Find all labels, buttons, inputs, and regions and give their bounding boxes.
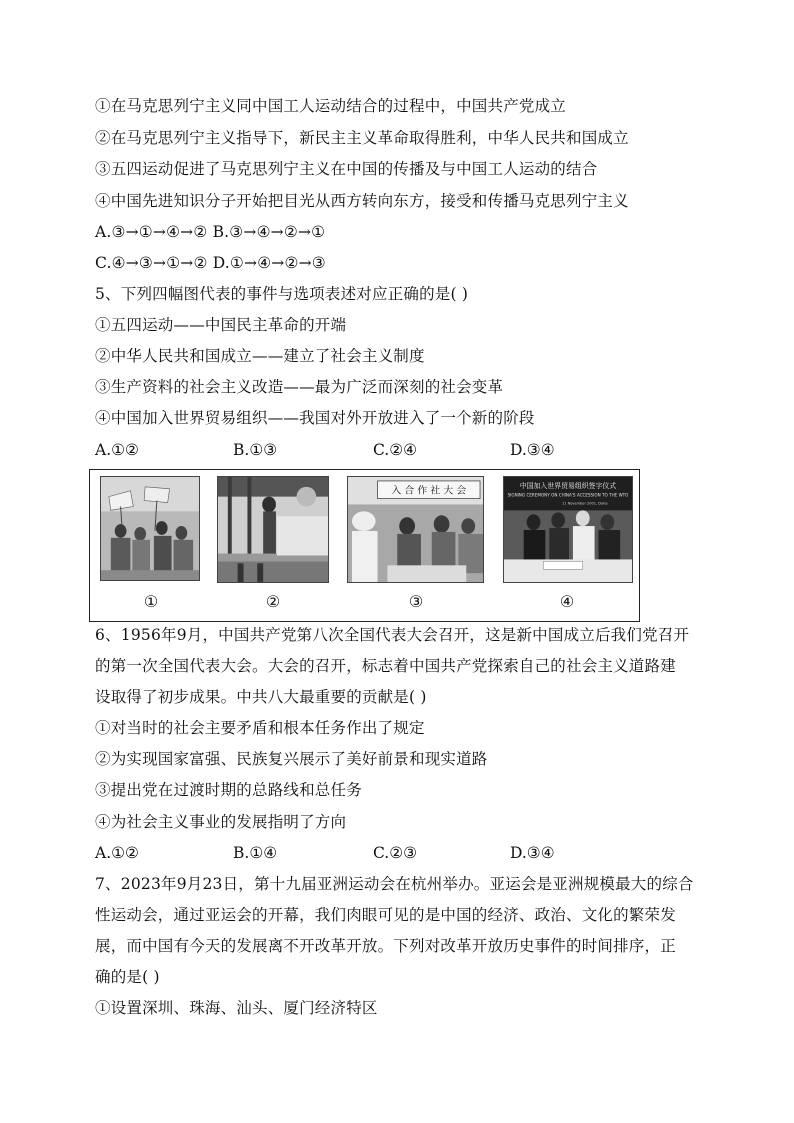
q6-item-3: ③提出党在过渡时期的总路线和总任务: [95, 781, 362, 799]
q7-stem-line-3: 展，而中国有今天的发展离不开改革开放。下列对改革开放历史事件的时间排序，正: [95, 937, 676, 955]
q6-item-4: ④为社会主义事业的发展指明了方向: [95, 813, 347, 831]
q4-item-1: ①在马克思列宁主义同中国工人运动结合的过程中，中国共产党成立: [95, 97, 567, 115]
photo4-date: 11 November 2001, Doha: [561, 501, 608, 506]
q7-stem-line-4: 确的是( ): [95, 968, 160, 986]
q5-item-3: ③生产资料的社会主义改造——最为广泛而深刻的社会变革: [95, 378, 504, 396]
photo4-title-en: SIGNING CEREMONY ON CHINA'S ACCESSION TO THE WTO: [507, 492, 629, 498]
q5-item-1: ①五四运动——中国民主革命的开端: [95, 316, 347, 334]
photo-cooperative: [347, 476, 484, 583]
q4-item-3: ③五四运动促进了马克思列宁主义在中国的传播及与中国工人运动的结合: [95, 160, 598, 178]
q5-option-c: C.②④: [373, 441, 418, 459]
figure-caption-2: ②: [265, 592, 281, 611]
q6-item-1: ①对当时的社会主要矛盾和根本任务作出了规定: [95, 719, 425, 737]
figure-caption-3: ③: [408, 592, 424, 611]
q5-option-d: D.③④: [510, 441, 555, 459]
q4-item-4: ④中国先进知识分子开始把目光从西方转向东方，接受和传播马克思列宁主义: [95, 192, 629, 210]
q5-option-b: B.①③: [233, 441, 278, 459]
figure-caption-4: ④: [559, 592, 575, 611]
q6-option-c: C.②③: [373, 844, 418, 862]
q4-options-cd: C.④→③→①→② D.①→④→②→③: [95, 254, 326, 272]
q6-option-d: D.③④: [510, 844, 555, 862]
q7-item-1: ①设置深圳、珠海、汕头、厦门经济特区: [95, 999, 378, 1017]
q6-stem-line-3: 设取得了初步成果。中共八大最重要的贡献是( ): [95, 688, 427, 706]
q5-item-2: ②中华人民共和国成立——建立了社会主义制度: [95, 347, 425, 365]
q7-stem-line-1: 7、2023年9月23日，第十九届亚洲运动会在杭州举办。亚运会是亚洲规模最大的综合: [95, 875, 694, 893]
q5-item-4: ④中国加入世界贸易组织——我国对外开放进入了一个新的阶段: [95, 409, 535, 427]
q6-item-2: ②为实现国家富强、民族复兴展示了美好前景和现实道路: [95, 750, 488, 768]
q5-stem: 5、下列四幅图代表的事件与选项表述对应正确的是( ): [95, 285, 469, 303]
photo-founding-ceremony: [217, 476, 329, 583]
q6-stem-line-2: 的第一次全国代表大会。大会的召开，标志着中国共产党探索自己的社会主义道路建: [95, 657, 676, 675]
q5-option-a: A.①②: [95, 441, 139, 459]
q6-stem-line-1: 6、1956年9月，中国共产党第八次全国代表大会召开，这是新中国成立后我们党召开: [95, 626, 690, 644]
figure-caption-1: ①: [143, 592, 159, 611]
photo3-banner-text: 入 合 作 社 大 会: [391, 485, 467, 497]
q4-item-2: ②在马克思列宁主义指导下，新民主主义革命取得胜利，中华人民共和国成立: [95, 129, 629, 147]
photo-may-fourth: [100, 476, 200, 581]
q7-stem-line-2: 性运动会，通过亚运会的开幕，我们肉眼可见的是中国的经济、政治、文化的繁荣发: [95, 906, 676, 924]
photo4-title-cn: 中国加入世界贸易组织签字仪式: [519, 481, 617, 490]
q6-option-a: A.①②: [95, 844, 139, 862]
q6-option-b: B.①④: [233, 844, 278, 862]
q5-figure-box: [89, 469, 640, 622]
photo-wto-signing: [503, 476, 633, 583]
q4-options-ab: A.③→①→④→② B.③→④→②→①: [95, 223, 326, 241]
